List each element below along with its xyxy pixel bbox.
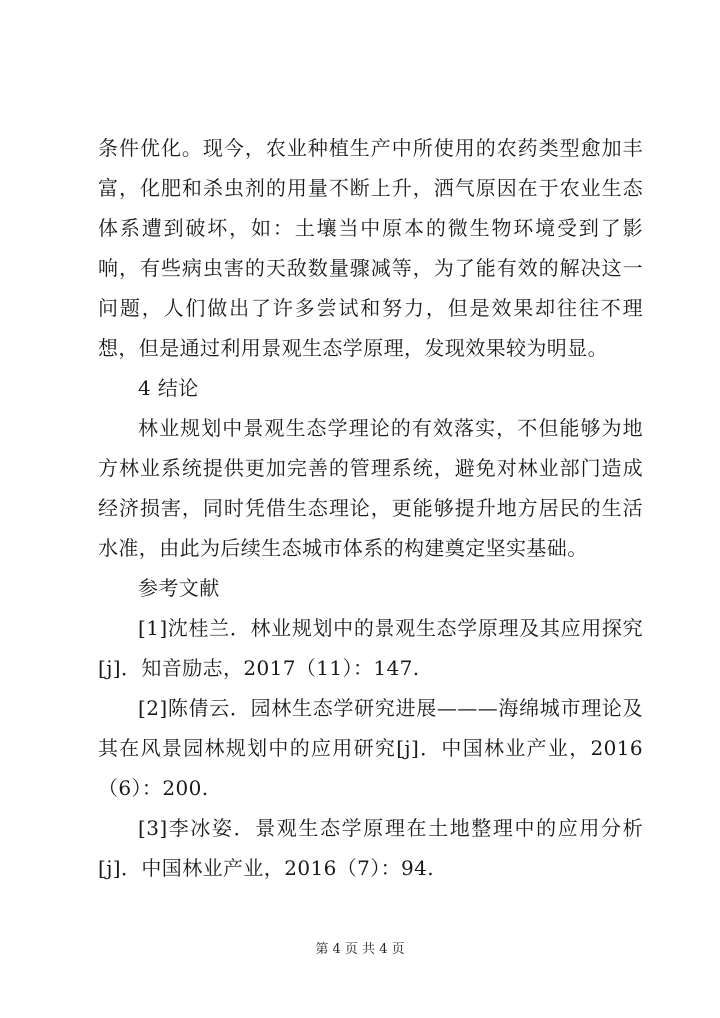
document-body (98, 128, 643, 888)
reference-item-1: [1]沈桂兰．林业规划中的景观生态学原理及其应用探究[j]．知音励志，2017（11）：147. (98, 616, 643, 680)
reference-item-2: [2]陈倩云．园林生态学研究进展———海绵城市理论及其在风景园林规划中的应用研究[j]．中国林业产业，2016（6）：200. (98, 696, 643, 800)
references-heading: 参考文献 (138, 576, 220, 600)
paragraph-body-continued: 条件优化。现今，农业种植生产中所使用的农药类型愈加丰富，化肥和杀虫剂的用量不断上升，洒气原因在于农业生态体系遭到破坏，如：土壤当中原本的微生物环境受到了影响，有些病虫害的天敌数量骤减等，为了能有效的解决这一问题，人们做出了许多尝试和努力，但是效果却往往不理想，但是通过利用景观生态学原理，发现效果较为明显。 (98, 136, 643, 360)
reference-item-3: [3]李冰姿．景观生态学原理在土地整理中的应用分析[j]．中国林业产业，2016（7）：94. (98, 816, 643, 880)
page-number-footer: 第 4 页 共 4 页 (315, 942, 405, 957)
paragraph-conclusion: 林业规划中景观生态学理论的有效落实，不但能够为地方林业系统提供更加完善的管理系统，避免对林业部门造成经济损害，同时凭借生态理论，更能够提升地方居民的生活水准，由此为后续生态城市体系的构建奠定坚实基础。 (98, 416, 643, 560)
section-heading-conclusion: 4 结论 (138, 376, 199, 400)
